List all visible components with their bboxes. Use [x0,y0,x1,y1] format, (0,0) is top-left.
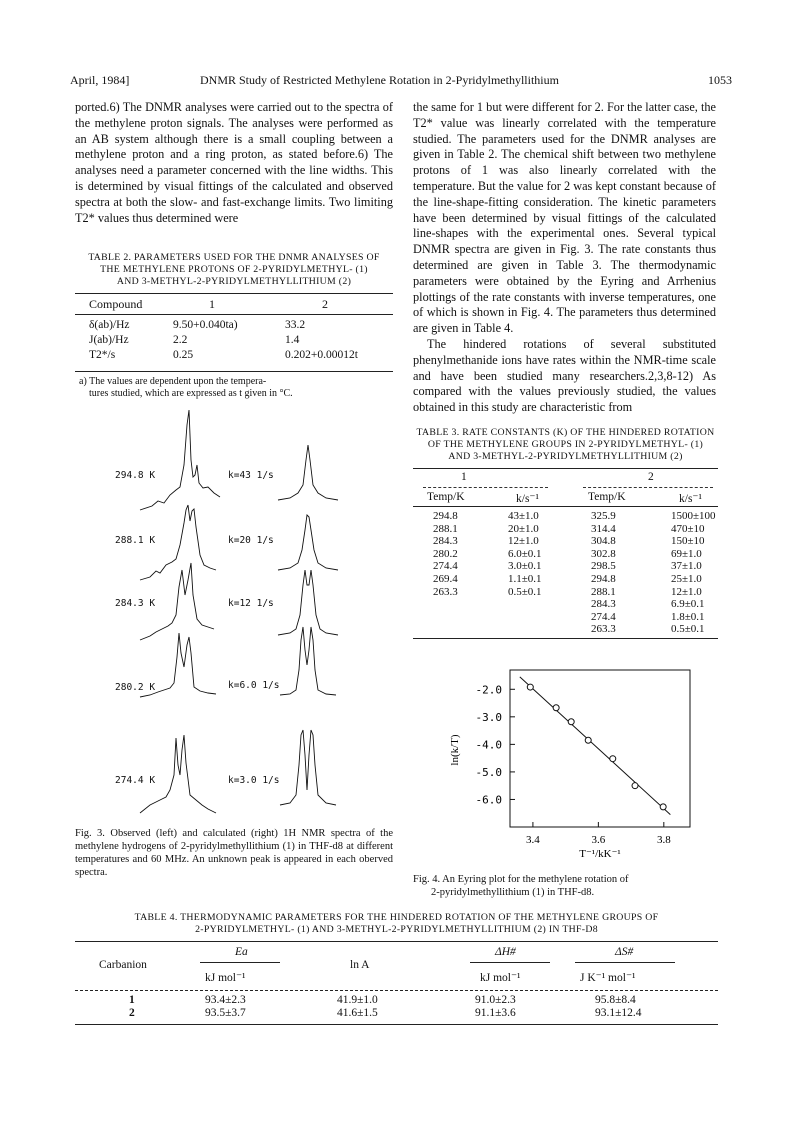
table3-cell-k2: 6.9±0.1 [671,598,705,611]
table4-body [75,994,718,1024]
table4-cell-dh: 91.0±2.3 [475,994,516,1006]
table4-header-ea: Ea [235,946,248,958]
table2-cell-1: 0.25 [173,349,194,361]
table4-caption-line1: TABLE 4. THERMODYNAMIC PARAMETERS FOR THE HINDERED ROTATION OF THE METHYLENE GROUPS OF [134,912,659,923]
calculated-spectrum-288 [278,515,338,570]
table3-cell-k2: 470±10 [671,522,705,535]
table3-group-1: 1 [461,471,467,483]
table3-cell-temp1: 263.3 [433,585,458,598]
y-tick-label: -2.0 [475,683,502,697]
table-4 [75,912,718,1025]
right-column-text [413,100,716,416]
table2-cell-2: 1.4 [285,334,300,346]
table3-header-k2: k/s⁻¹ [679,493,702,505]
fig3-caption: Fig. 3. Observed (left) and calculated (right) 1H NMR spectra of the methylene hydrogens of 2-pyridylmethyllithium (1) in THF-d8 at different temperatures and 60 MHz. An unknown peak is appeared in each oberved spectra. [75,828,393,878]
table3-cell-temp1: 269.4 [433,573,458,585]
table3-cell-temp1: 284.3 [433,535,458,548]
table4-cell-lna: 41.9±1.0 [337,994,378,1006]
header-date: April, 1984] [70,73,130,87]
fig3-k-label: k=12 1/s [228,598,274,609]
table2-cell-2: 33.2 [285,319,306,331]
table3-cell-k2: 12±1.0 [671,585,702,598]
table4-cell-ea: 93.4±2.3 [205,994,246,1006]
table3-cell-temp1: 280.2 [433,547,458,560]
fig4-eyring-plot [440,665,700,865]
left-column-text [75,100,393,226]
calculated-spectrum-294 [278,445,338,500]
fig3-temp-label: 294.8 K [115,470,156,481]
table3-cell-k2: 1.8±0.1 [671,610,705,623]
y-axis-label: ln(k/T) [449,734,461,766]
table3-cell-temp1: 274.4 [433,560,458,573]
fig3-spectra [100,405,400,825]
data-point [553,705,559,711]
table3-caption-line2: OF THE METHYLENE GROUPS IN 2-PYRIDYLMETHYL- (1) [427,439,704,450]
table3-header-temp1: Temp/K [427,491,465,503]
table2-footnote-line1: a) The values are dependent upon the tempera- [79,376,267,387]
fit-line [520,677,671,815]
table4-header-dh: ΔH# [495,946,516,958]
table2-cell-label: J(ab)/Hz [89,334,129,346]
table2-cell-label: T2*/s [89,349,116,361]
table3-cell-temp2: 263.3 [591,623,616,636]
table2-caption-line1: TABLE 2. PARAMETERS USED FOR THE DNMR ANALYSES OF [88,252,380,263]
table2-footnote-line2: tures studied, which are expressed as t given in °C. [89,388,293,399]
table3-cell-k1: 43±1.0 [508,510,539,522]
table4-cell-carbanion: 1 [129,994,135,1006]
table4-header-ds: ΔS# [615,946,634,958]
right-paragraph-2: The hindered rotations of several substituted phenylmethanide ions have rates within the NMR-time scale and have been studied many researchers.2,3,8-12) As compared with the values previously studied, the values obtained in this study are characteristic from [413,336,716,415]
y-tick-label: -3.0 [475,710,502,724]
table2-header-1: 1 [209,297,215,311]
y-tick-label: -5.0 [475,765,502,779]
table3-cell-temp2: 274.4 [591,610,616,623]
data-point [632,783,638,789]
fig3-temp-label: 288.1 K [115,535,156,546]
table4-cell-ds: 93.1±12.4 [595,1007,642,1019]
observed-spectrum-274 [140,735,216,813]
fig3-k-label: k=43 1/s [228,470,274,481]
table3-cell-k1: 3.0±0.1 [508,560,542,573]
table3-group-2: 2 [648,471,654,483]
x-tick-label: 3.8 [656,834,671,846]
table4-cell-dh: 91.1±3.6 [475,1007,516,1019]
right-paragraph-1: the same for 1 but were different for 2. For the latter case, the T2* value was linearly correlated with the temperature studied. The parameters used for the DNMR analyses are given in Table 2. The chemical shift between two methylene protons of 1 was also linearly correlated with the temperature. But the value for 2 was kept constant because of the line-shape-fitting consideration. The kinetic parameters have been determined by visual fittings of the calculated line-shapes with the experimental ones. Several typical DNMR spectra are given in Fig. 3. The rate constants thus determined are given in Table 3. The thermodynamic parameters were obtained by the Eyring and Arrhenius plottings of the rate constants with inverse temperatures, one of which is shown in Fig. 4. The parameters thus determined are given in Table 4. [413,100,716,336]
table3-cell-k2: 150±10 [671,535,705,548]
table4-header-carbanion: Carbanion [99,959,147,971]
table3-cell-k1: 6.0±0.1 [508,547,542,560]
table2-caption-line3: AND 3-METHYL-2-PYRIDYLMETHYLLITHIUM (2) [116,276,352,287]
table2-body [75,319,393,371]
table4-header-ea-unit: kJ mol⁻¹ [205,972,246,984]
table3-cell-k2: 1500±100 [671,510,716,522]
table3-cell-temp2: 298.5 [591,560,616,573]
table3-cell-temp2: 284.3 [591,598,616,611]
table4-caption-line2: 2-PYRIDYLMETHYL- (1) AND 3-METHYL-2-PYRIDYLMETHYLLITHIUM (2) IN THF-D8 [195,924,598,935]
table3-cell-k1: 20±1.0 [508,522,539,535]
data-point [585,737,591,743]
table2-header-2: 2 [322,297,328,311]
table3-cell-temp1: 288.1 [433,522,458,535]
table3-cell-temp2: 288.1 [591,585,616,598]
y-tick-label: -6.0 [475,793,502,807]
table3-cell-temp2: 302.8 [591,547,616,560]
table3-caption-line3: AND 3-METHYL-2-PYRIDYLMETHYLLITHIUM (2) [448,451,683,462]
table-2 [75,252,393,400]
fig3-temp-label: 284.3 K [115,598,156,609]
data-point [568,719,574,725]
table3-cell-temp2: 294.8 [591,573,616,585]
table-3 [413,427,718,639]
data-point [660,804,666,810]
table4-cell-lna: 41.6±1.5 [337,1007,378,1019]
calculated-spectrum-284 [278,570,338,635]
y-tick-label: -4.0 [475,738,502,752]
table3-cell-temp2: 304.8 [591,535,616,548]
table4-cell-carbanion: 2 [129,1007,135,1019]
fig3-k-label: k=20 1/s [228,535,274,546]
fig3-temp-label: 274.4 K [115,775,156,786]
table3-body [413,510,718,638]
fig4-caption-line2: 2-pyridylmethyllithium (1) in THF-d8. [431,887,595,898]
data-point [527,684,533,690]
table3-cell-k2: 37±1.0 [671,560,702,573]
table3-header-k1: k/s⁻¹ [516,493,539,505]
x-tick-label: 3.4 [526,834,540,846]
fig4-caption-line1: Fig. 4. An Eyring plot for the methylene rotation of [413,874,629,885]
table4-header-dh-unit: kJ mol⁻¹ [480,972,521,984]
fig3-temp-label: 280.2 K [115,682,156,693]
table3-cell-k1: 0.5±0.1 [508,585,542,598]
table2-cell-1: 2.2 [173,334,188,346]
table3-cell-k2: 25±1.0 [671,573,702,585]
table3-header-temp2: Temp/K [588,491,626,503]
table4-header-lna: ln A [350,959,370,971]
table2-cell-2: 0.202+0.00012t [285,349,358,361]
data-point [610,756,616,762]
x-tick-label: 3.6 [591,834,606,846]
left-paragraph: ported.6) The DNMR analyses were carried out to the spectra of the methylene proton signals. The analyses were performed as an AB system although there is a small coupling between a methylene proton and a ring proton, as stated before.6) The analyses need a parameter concerned with the line widths. This is determined by visual fittings of the calculated and observed spectra at both the slow- and fast-exchange limits. Two limiting T2* values thus determined were [75,100,393,225]
page-number: 1053 [708,73,732,87]
observed-spectrum-294 [140,410,220,510]
table3-cell-temp2: 314.4 [591,522,616,535]
fig3-k-label: k=3.0 1/s [228,775,280,786]
calculated-spectrum-274 [280,730,336,805]
table2-caption-line2: THE METHYLENE PROTONS OF 2-PYRIDYLMETHYL- (1) [100,264,368,275]
table2-cell-label: δ(ab)/Hz [89,319,130,331]
table2-header-compound: Compound [89,297,143,311]
table4-cell-ds: 95.8±8.4 [595,994,636,1006]
table2-cell-1: 9.50+0.040ta) [173,319,238,331]
x-axis-label: T⁻¹/kK⁻¹ [579,848,621,860]
table4-cell-ea: 93.5±3.7 [205,1007,246,1019]
table3-cell-k2: 69±1.0 [671,547,702,560]
table3-cell-k2: 0.5±0.1 [671,623,705,636]
table3-cell-k1: 12±1.0 [508,535,539,548]
table3-cell-k1: 1.1±0.1 [508,573,542,585]
fig3-k-label: k=6.0 1/s [228,680,280,691]
calculated-spectrum-280 [280,627,336,695]
table3-cell-temp1: 294.8 [433,510,458,522]
header-title: DNMR Study of Restricted Methylene Rotation in 2-Pyridylmethyllithium [200,73,559,87]
table3-caption-line1: TABLE 3. RATE CONSTANTS (K) OF THE HINDERED ROTATION [416,427,715,438]
table4-header-ds-unit: J K⁻¹ mol⁻¹ [580,972,636,984]
table3-cell-temp2: 325.9 [591,510,616,522]
fig4-caption [413,873,718,899]
